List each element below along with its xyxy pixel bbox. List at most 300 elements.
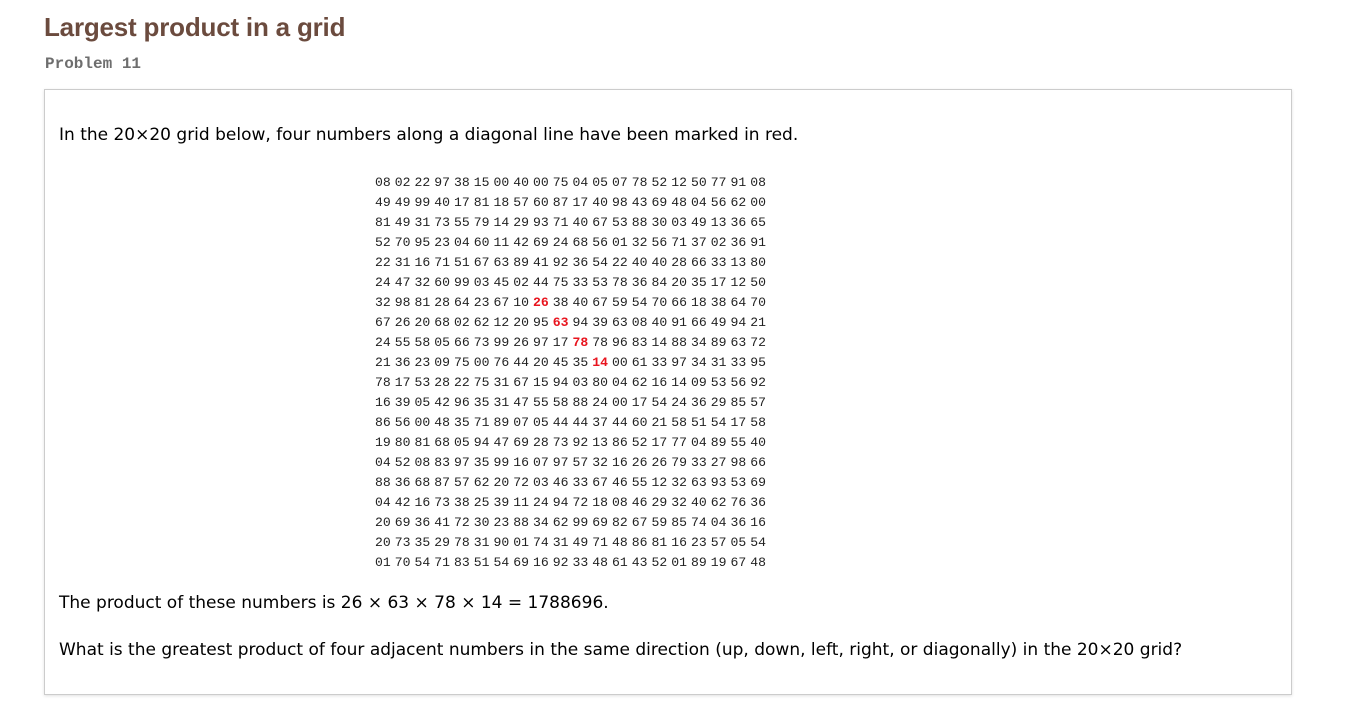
grid-cell: 91 [750,235,766,250]
grid-cell: 00 [612,355,628,370]
grid-cell: 36 [394,355,411,370]
problem-number: Problem 11 [45,55,142,73]
grid-cell: 28 [434,375,450,390]
grid-cell: 34 [691,335,707,350]
grid-cell: 08 [631,315,648,330]
grid-cell: 54 [710,415,727,430]
grid-cell: 88 [513,515,529,530]
grid-cell: 48 [750,555,766,570]
grid-cell: 17 [454,195,470,210]
grid-cell: 17 [730,415,747,430]
grid-cell: 77 [710,175,727,190]
grid-cell: 92 [750,375,766,390]
grid-cell: 35 [414,535,431,550]
grid-cell: 04 [612,375,628,390]
grid-row [375,213,770,233]
grid-cell: 91 [671,315,687,330]
grid-cell: 04 [375,495,391,510]
grid-cell: 33 [572,475,589,490]
grid-cell: 26 [394,315,411,330]
grid-cell: 20 [414,315,431,330]
grid-cell: 46 [612,475,628,490]
grid-cell: 16 [612,455,628,470]
grid-row [375,493,770,513]
grid-cell: 70 [651,295,668,310]
grid-cell: 97 [434,175,450,190]
grid-cell: 69 [651,195,668,210]
grid-cell: 00 [533,175,549,190]
grid-cell: 40 [651,315,668,330]
grid-cell: 49 [572,535,589,550]
grid-cell: 17 [710,275,727,290]
grid-cell: 39 [592,315,608,330]
grid-cell: 09 [691,375,707,390]
grid-cell: 32 [592,455,608,470]
grid-cell: 46 [552,475,569,490]
grid-cell: 52 [394,455,411,470]
grid-cell: 40 [434,195,450,210]
grid-cell: 33 [572,275,589,290]
grid-cell: 55 [394,335,411,350]
grid-cell: 05 [454,435,470,450]
grid-cell: 02 [710,235,727,250]
grid-cell: 44 [513,355,529,370]
grid-row [375,233,770,253]
grid-cell: 24 [552,235,569,250]
grid-cell: 94 [552,495,569,510]
grid-cell: 62 [730,195,747,210]
grid-cell: 57 [710,535,727,550]
grid-cell: 38 [710,295,727,310]
grid-cell: 51 [473,555,490,570]
grid-cell: 89 [493,415,510,430]
grid-cell: 81 [414,295,431,310]
grid-cell: 95 [533,315,549,330]
grid-cell: 05 [730,535,747,550]
grid-cell: 75 [454,355,470,370]
grid-cell: 65 [750,215,766,230]
grid-cell: 00 [414,415,431,430]
grid-cell: 49 [691,215,707,230]
grid-cell: 04 [710,515,727,530]
grid-cell: 31 [710,355,727,370]
grid-cell: 32 [671,475,687,490]
grid-cell: 56 [592,235,608,250]
grid-cell: 69 [750,475,766,490]
grid-cell: 75 [552,175,569,190]
grid-cell: 99 [414,195,431,210]
grid-cell: 29 [651,495,668,510]
grid-cell: 36 [631,275,648,290]
grid-cell: 67 [631,515,648,530]
grid-cell: 26 [631,455,648,470]
grid-cell: 33 [651,355,668,370]
grid-cell: 89 [710,435,727,450]
grid-cell: 05 [414,395,431,410]
grid-cell: 26 [513,335,529,350]
grid-cell: 58 [414,335,431,350]
grid-cell: 49 [394,195,411,210]
grid-cell: 42 [394,495,411,510]
grid-cell: 11 [513,495,529,510]
grid-cell: 27 [710,455,727,470]
grid-cell: 56 [710,195,727,210]
grid-cell: 55 [533,395,549,410]
grid-cell: 98 [612,195,628,210]
grid-cell: 92 [572,435,589,450]
grid-cell: 53 [730,475,747,490]
grid-cell: 32 [375,295,391,310]
grid-cell: 77 [671,435,687,450]
grid-cell: 25 [473,495,490,510]
grid-cell: 52 [631,435,648,450]
grid-cell: 40 [631,255,648,270]
grid-cell: 60 [631,415,648,430]
grid-cell: 69 [533,235,549,250]
grid-cell: 44 [572,415,589,430]
grid-cell: 69 [592,515,608,530]
grid-cell: 94 [473,435,490,450]
grid-cell: 31 [414,215,431,230]
grid-cell: 92 [552,255,569,270]
grid-cell: 63 [691,475,707,490]
grid-cell: 31 [552,535,569,550]
grid-cell: 29 [513,215,529,230]
grid-cell: 67 [592,215,608,230]
grid-cell: 78 [592,335,608,350]
grid-cell: 12 [730,275,747,290]
grid-cell: 67 [473,255,490,270]
grid-cell: 23 [414,355,431,370]
grid-cell: 88 [631,215,648,230]
grid-cell: 01 [612,235,628,250]
grid-cell: 16 [414,495,431,510]
product-text: The product of these numbers is 26 × 63 × 78 × 14 = 1788696. [59,593,609,613]
grid-cell: 80 [750,255,766,270]
grid-cell: 24 [533,495,549,510]
grid-cell: 66 [750,455,766,470]
grid-cell: 36 [414,515,431,530]
grid-cell: 78 [375,375,391,390]
grid-cell: 13 [730,255,747,270]
grid-row [375,553,770,573]
grid-cell: 69 [513,555,529,570]
grid-cell: 53 [592,275,608,290]
grid-cell: 83 [631,335,648,350]
grid-cell: 36 [750,495,766,510]
grid-cell: 73 [434,495,450,510]
grid-cell: 33 [730,355,747,370]
grid-cell: 61 [612,555,628,570]
grid-cell: 62 [473,475,490,490]
grid-cell: 62 [631,375,648,390]
grid-cell: 22 [414,175,431,190]
grid-cell: 36 [691,395,707,410]
grid-cell-marked: 14 [592,355,608,370]
grid-cell: 78 [612,275,628,290]
grid-cell: 04 [691,195,707,210]
grid-row [375,293,770,313]
grid-cell: 14 [651,335,668,350]
grid-cell: 72 [750,335,766,350]
grid-cell: 33 [572,555,589,570]
grid-cell: 36 [730,515,747,530]
grid-cell: 49 [375,195,391,210]
grid-cell: 00 [612,395,628,410]
grid-cell: 81 [414,435,431,450]
grid-cell: 63 [493,255,510,270]
grid-cell: 03 [671,215,687,230]
grid-cell: 66 [691,255,707,270]
grid-cell: 08 [375,175,391,190]
grid-cell: 02 [394,175,411,190]
grid-cell: 96 [454,395,470,410]
grid-cell: 02 [513,275,529,290]
grid-cell: 79 [473,215,490,230]
grid-cell: 94 [730,315,747,330]
grid-cell: 48 [671,195,687,210]
grid-cell: 26 [651,455,668,470]
grid-cell: 88 [375,475,391,490]
grid-cell: 66 [691,315,707,330]
grid-cell: 12 [671,175,687,190]
grid-cell: 70 [394,555,411,570]
grid-cell: 39 [493,495,510,510]
grid-cell: 83 [434,455,450,470]
grid-cell: 56 [730,375,747,390]
grid-cell: 85 [671,515,687,530]
grid-cell: 30 [473,515,490,530]
grid-cell: 28 [671,255,687,270]
grid-cell: 91 [730,175,747,190]
grid-cell: 48 [592,555,608,570]
grid-cell: 67 [592,295,608,310]
grid-cell: 75 [552,275,569,290]
grid-cell: 30 [651,215,668,230]
grid-cell: 81 [473,195,490,210]
grid-cell: 93 [710,475,727,490]
grid-cell: 50 [750,275,766,290]
grid-cell: 16 [671,535,687,550]
grid-cell: 23 [493,515,510,530]
grid-cell: 40 [651,255,668,270]
grid-cell: 15 [473,175,490,190]
grid-cell: 71 [671,235,687,250]
grid-cell: 86 [375,415,391,430]
grid-cell: 34 [533,515,549,530]
grid-cell: 53 [414,375,431,390]
grid-cell: 57 [572,455,589,470]
grid-cell: 10 [513,295,529,310]
grid-cell: 18 [691,295,707,310]
grid-cell: 01 [671,555,687,570]
grid-cell: 22 [375,255,391,270]
grid-cell: 03 [473,275,490,290]
grid-cell: 32 [631,235,648,250]
grid-cell: 17 [552,335,569,350]
grid-cell: 56 [651,235,668,250]
grid-cell: 63 [612,315,628,330]
grid-cell: 16 [513,455,529,470]
grid-cell: 49 [394,215,411,230]
grid-cell: 72 [513,475,529,490]
grid-cell: 16 [414,255,431,270]
grid-cell: 87 [434,475,450,490]
grid-cell: 05 [592,175,608,190]
grid-cell: 89 [513,255,529,270]
grid-cell: 29 [434,535,450,550]
grid-cell: 93 [533,215,549,230]
grid-cell: 31 [473,535,490,550]
grid-cell: 73 [473,335,490,350]
grid-cell: 71 [434,255,450,270]
grid-cell: 72 [572,495,589,510]
grid-cell: 23 [434,235,450,250]
grid-cell: 20 [671,275,687,290]
grid-cell: 81 [651,535,668,550]
grid-cell: 04 [375,455,391,470]
grid-cell: 54 [414,555,431,570]
grid-cell: 80 [394,435,411,450]
grid-cell: 94 [552,375,569,390]
grid-cell: 36 [394,475,411,490]
grid-row [375,173,770,193]
grid-cell: 56 [394,415,411,430]
problem-content [44,89,1292,695]
grid-cell: 73 [552,435,569,450]
grid-cell: 15 [533,375,549,390]
grid-cell: 00 [473,355,490,370]
grid-cell: 88 [671,335,687,350]
grid-row [375,273,770,293]
grid-cell: 04 [691,435,707,450]
grid-cell: 03 [572,375,589,390]
grid-cell: 64 [454,295,470,310]
grid-cell: 47 [493,435,510,450]
grid-cell: 85 [730,395,747,410]
grid-cell: 17 [651,435,668,450]
grid-cell: 53 [612,215,628,230]
grid-row [375,453,770,473]
grid-cell: 13 [710,215,727,230]
grid-cell: 11 [493,235,510,250]
grid-cell: 39 [394,395,411,410]
grid-cell: 78 [454,535,470,550]
grid-cell: 03 [533,475,549,490]
grid-cell: 24 [375,335,391,350]
grid-cell: 00 [493,175,510,190]
grid-cell: 90 [493,535,510,550]
grid-cell: 38 [552,295,569,310]
grid-row [375,433,770,453]
grid-cell: 74 [691,515,707,530]
grid-cell: 20 [375,515,391,530]
grid-cell: 54 [750,535,766,550]
grid-cell: 07 [612,175,628,190]
grid-cell: 60 [473,235,490,250]
grid-cell: 41 [434,515,450,530]
grid-cell: 36 [730,215,747,230]
grid-cell: 08 [750,175,766,190]
grid-row [375,333,770,353]
grid-cell: 46 [631,495,648,510]
grid-cell: 22 [454,375,470,390]
grid-row [375,413,770,433]
grid-cell: 42 [513,235,529,250]
grid-cell: 52 [651,175,668,190]
grid-cell: 79 [671,455,687,470]
grid-cell: 21 [375,355,391,370]
grid-cell: 24 [671,395,687,410]
grid-cell: 58 [671,415,687,430]
grid-cell: 62 [710,495,727,510]
grid-cell: 23 [473,295,490,310]
grid-cell: 69 [394,515,411,530]
grid-cell: 35 [572,355,589,370]
grid-cell: 16 [750,515,766,530]
grid-cell: 40 [572,295,589,310]
grid-cell: 51 [454,255,470,270]
grid-cell: 34 [691,355,707,370]
grid-cell: 12 [651,475,668,490]
grid-cell: 01 [375,555,391,570]
grid-cell: 28 [434,295,450,310]
grid-cell: 74 [533,535,549,550]
grid-cell: 02 [454,315,470,330]
grid-cell: 94 [572,315,589,330]
intro-text: In the 20×20 grid below, four numbers along a diagonal line have been marked in red. [59,125,799,145]
grid-cell: 60 [533,195,549,210]
grid-row [375,313,770,333]
grid-cell: 49 [710,315,727,330]
grid-cell: 59 [612,295,628,310]
page-title: Largest product in a grid [44,12,346,42]
grid-cell: 36 [730,235,747,250]
grid-cell: 08 [612,495,628,510]
grid-cell: 31 [493,375,510,390]
grid-cell: 89 [710,335,727,350]
grid-cell: 54 [631,295,648,310]
grid-cell: 99 [572,515,589,530]
grid-cell: 52 [651,555,668,570]
grid-row [375,513,770,533]
grid-cell: 51 [691,415,707,430]
grid-cell: 21 [750,315,766,330]
grid-cell: 17 [572,195,589,210]
grid-cell: 24 [375,275,391,290]
grid-row [375,533,770,553]
grid-cell: 69 [513,435,529,450]
grid-cell: 33 [710,255,727,270]
grid-cell: 75 [473,375,490,390]
grid-cell: 42 [434,395,450,410]
grid-cell: 50 [691,175,707,190]
grid-cell: 68 [434,435,450,450]
grid-cell: 57 [750,395,766,410]
grid-cell: 99 [493,335,510,350]
grid-cell: 00 [750,195,766,210]
grid-cell: 48 [612,535,628,550]
grid-cell: 19 [375,435,391,450]
grid-cell: 43 [631,195,648,210]
grid-cell: 44 [533,275,549,290]
grid-cell: 71 [592,535,608,550]
grid-cell: 61 [631,355,648,370]
grid-row [375,393,770,413]
grid-cell: 81 [375,215,391,230]
grid-cell: 17 [394,375,411,390]
grid-row [375,193,770,213]
